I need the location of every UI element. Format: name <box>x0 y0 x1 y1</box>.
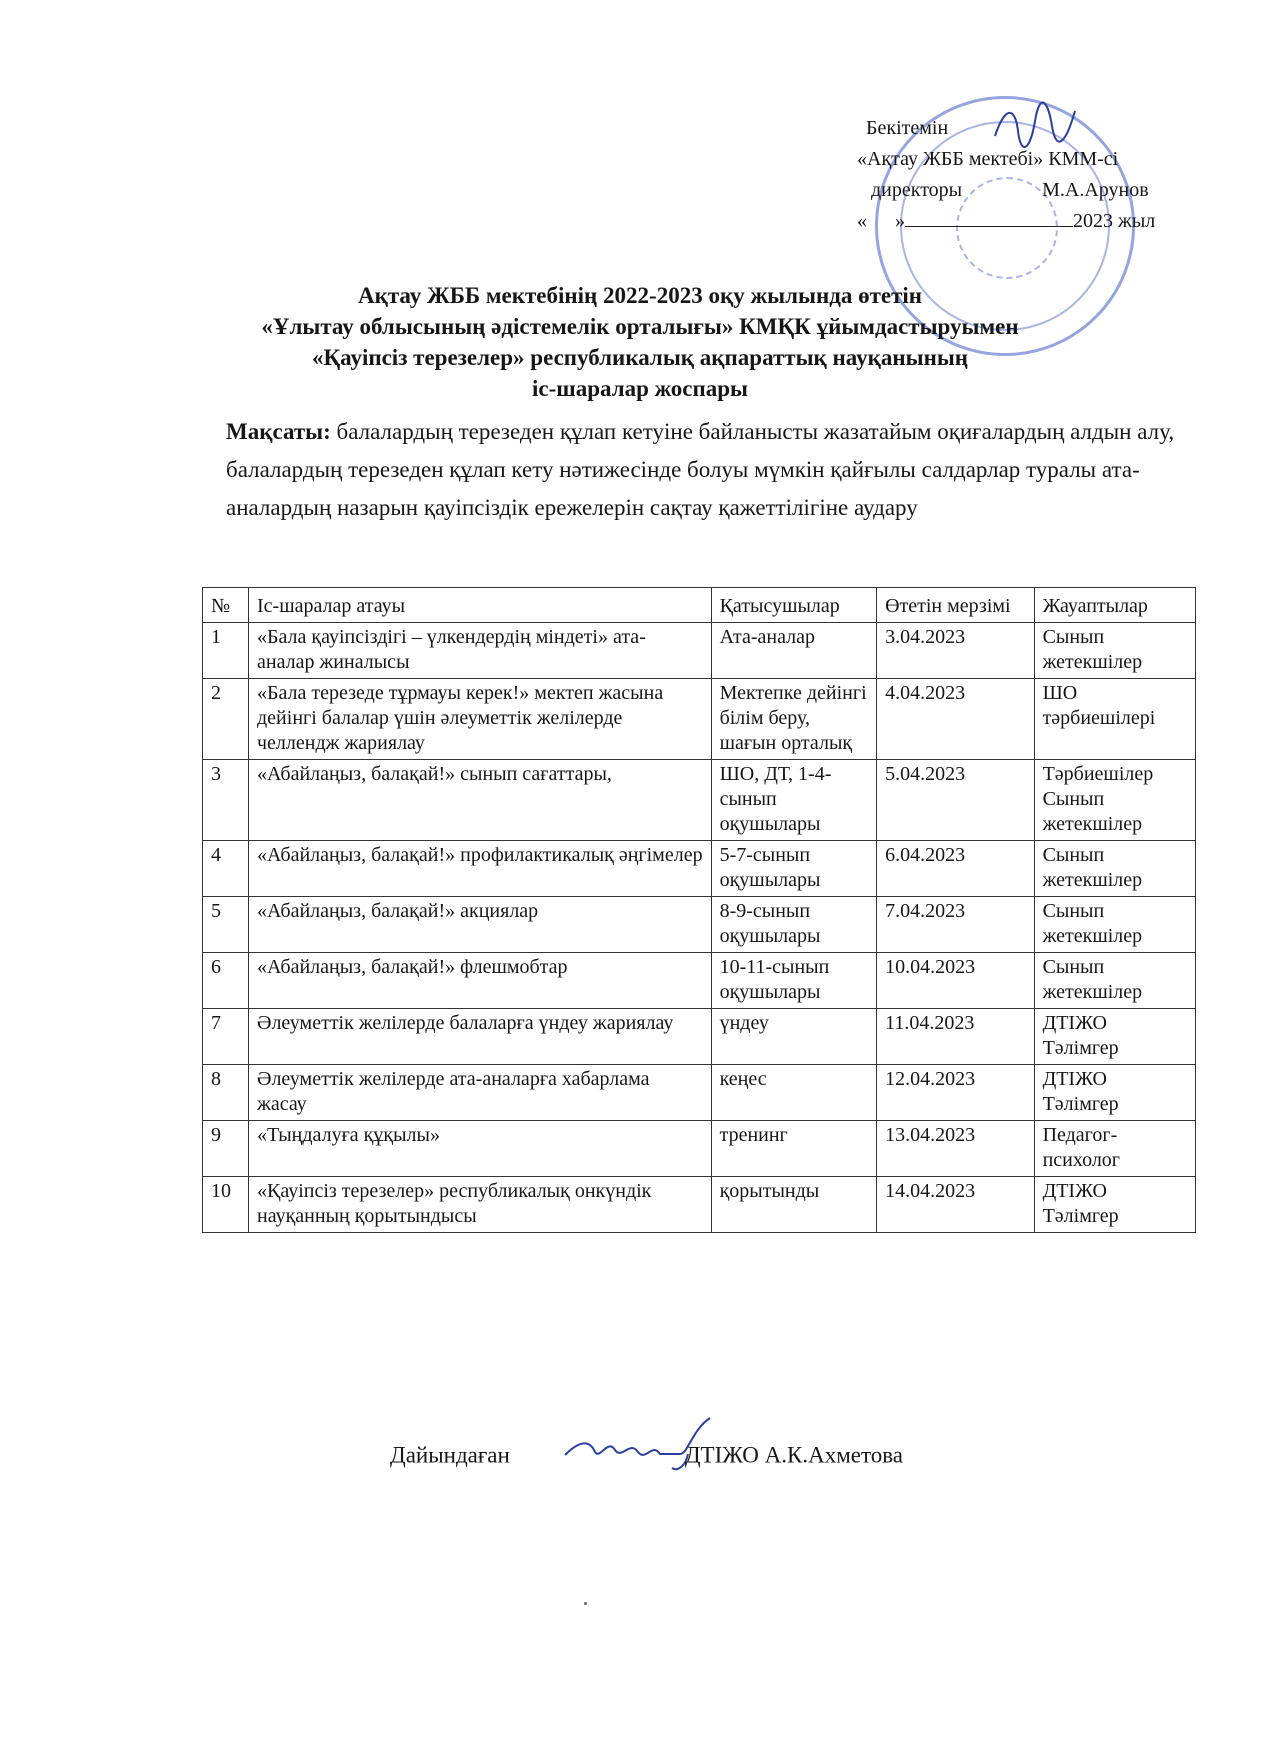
approval-year: 2023 жыл <box>1073 210 1156 232</box>
title-line: «Ұлытау облысының әдістемелік орталығы» КМҚК ұйымдастыруымен <box>261 314 1019 339</box>
cell-responsible: Педагог-психолог <box>1034 1121 1195 1177</box>
header-number: № <box>203 588 249 623</box>
cell-date: 5.04.2023 <box>877 760 1034 841</box>
table-row <box>203 897 1196 953</box>
cell-date: 6.04.2023 <box>877 841 1034 897</box>
cell-event: «Абайлаңыз, балақай!» флешмобтар <box>249 953 712 1009</box>
cell-number: 1 <box>203 623 249 679</box>
cell-event: «Абайлаңыз, балақай!» акциялар <box>249 897 712 953</box>
cell-number: 6 <box>203 953 249 1009</box>
cell-responsible: Сынып жетекшілер <box>1034 623 1195 679</box>
cell-date: 13.04.2023 <box>877 1121 1034 1177</box>
cell-responsible: ДТІЖО Тәлімгер <box>1034 1065 1195 1121</box>
cell-number: 4 <box>203 841 249 897</box>
approval-director-title: директоры <box>871 179 963 201</box>
cell-participants: қорытынды <box>711 1177 877 1233</box>
cell-responsible: Тәрбиешілер Сынып жетекшілер <box>1034 760 1195 841</box>
table-row <box>203 1009 1196 1065</box>
cell-number: 3 <box>203 760 249 841</box>
cell-responsible: Сынып жетекшілер <box>1034 953 1195 1009</box>
approval-director-name: М.А.Арунов <box>1042 179 1149 201</box>
cell-date: 4.04.2023 <box>877 679 1034 760</box>
header-participants: Қатысушылар <box>711 588 877 623</box>
cell-event: «Абайлаңыз, балақай!» профилактикалық әңгімелер <box>249 841 712 897</box>
cell-responsible: Сынып жетекшілер <box>1034 841 1195 897</box>
cell-participants: Ата-аналар <box>711 623 877 679</box>
cell-number: 2 <box>203 679 249 760</box>
cell-number: 9 <box>203 1121 249 1177</box>
cell-participants: 10-11-сынып оқушылары <box>711 953 877 1009</box>
approval-label: Бекітемін <box>866 117 949 139</box>
cell-number: 7 <box>203 1009 249 1065</box>
purpose-text: балалардың терезеден құлап кетуіне байланысты жазатайым оқиғалардың алдын алу, балалардың терезеден құлап кету нәтижесінде болуы мүмкін қайғылы салдарлар туралы ата-аналардың назарын қауіпсіздік ережелерін сақтау қажеттілігіне аудару <box>226 419 1175 520</box>
cell-date: 3.04.2023 <box>877 623 1034 679</box>
prepared-name: ДТІЖО А.К.Ахметова <box>684 1442 903 1468</box>
cell-participants: кеңес <box>711 1065 877 1121</box>
cell-participants: 5-7-сынып оқушылары <box>711 841 877 897</box>
cell-event: «Тыңдалуға құқылы» <box>249 1121 712 1177</box>
cell-participants: ШО, ДТ, 1-4-сынып оқушылары <box>711 760 877 841</box>
cell-participants: үндеу <box>711 1009 877 1065</box>
date-underline <box>905 208 1073 227</box>
prepared-label: Дайындаған <box>390 1442 510 1468</box>
table-row <box>203 679 1196 760</box>
approval-school: «Ақтау ЖББ мектебі» КММ-сі <box>857 148 1119 170</box>
cell-participants: Мектепке дейінгі білім беру, шағын орталық <box>711 679 877 760</box>
table-header-row <box>203 588 1196 623</box>
approval-block <box>857 113 1202 237</box>
header-responsible: Жауаптылар <box>1034 588 1195 623</box>
approval-quote-open: « <box>857 210 867 232</box>
purpose-paragraph <box>226 413 1216 527</box>
cell-number: 10 <box>203 1177 249 1233</box>
document-title <box>180 280 1100 404</box>
cell-date: 12.04.2023 <box>877 1065 1034 1121</box>
approval-director-line <box>857 175 1202 206</box>
purpose-label: Мақсаты: <box>226 419 331 444</box>
table-row <box>203 841 1196 897</box>
table-row <box>203 953 1196 1009</box>
cell-responsible: ДТІЖО Тәлімгер <box>1034 1177 1195 1233</box>
cell-participants: тренинг <box>711 1121 877 1177</box>
table-row <box>203 623 1196 679</box>
cell-number: 8 <box>203 1065 249 1121</box>
cell-date: 7.04.2023 <box>877 897 1034 953</box>
approval-quote-close: » <box>895 210 905 232</box>
cell-event: Әлеуметтік желілерде ата-аналарға хабарлама жасау <box>249 1065 712 1121</box>
cell-event: «Бала терезеде тұрмауы керек!» мектеп жасына дейінгі балалар үшін әлеуметтік желілерде челлендж жариялау <box>249 679 712 760</box>
cell-event: «Бала қауіпсіздігі – үлкендердің міндеті» ата-аналар жиналысы <box>249 623 712 679</box>
cell-date: 11.04.2023 <box>877 1009 1034 1065</box>
cell-participants: 8-9-сынып оқушылары <box>711 897 877 953</box>
cell-event: «Абайлаңыз, балақай!» сынып сағаттары, <box>249 760 712 841</box>
table-row <box>203 1065 1196 1121</box>
cell-number: 5 <box>203 897 249 953</box>
header-event: Іс-шаралар атауы <box>249 588 712 623</box>
title-line: іс-шаралар жоспары <box>532 376 748 401</box>
header-date: Өтетін мерзімі <box>877 588 1034 623</box>
approval-date-line <box>857 206 1202 237</box>
title-line: Ақтау ЖББ мектебінің 2022-2023 оқу жылында өтетін <box>357 283 923 308</box>
cell-date: 14.04.2023 <box>877 1177 1034 1233</box>
table-row <box>203 760 1196 841</box>
cell-date: 10.04.2023 <box>877 953 1034 1009</box>
prepared-by <box>390 1437 1190 1477</box>
cell-event: «Қауіпсіз терезелер» республикалық онкүндік науқанның қорытындысы <box>249 1177 712 1233</box>
cell-responsible: ШО тәрбиешілері <box>1034 679 1195 760</box>
table-row <box>203 1121 1196 1177</box>
cell-event: Әлеуметтік желілерде балаларға үндеу жариялау <box>249 1009 712 1065</box>
cell-responsible: ДТІЖО Тәлімгер <box>1034 1009 1195 1065</box>
title-line: «Қауіпсіз терезелер» республикалық ақпараттық науқанының <box>311 345 969 370</box>
plan-table <box>202 587 1196 1233</box>
cell-responsible: Сынып жетекшілер <box>1034 897 1195 953</box>
scan-mark <box>584 1602 587 1605</box>
table-row <box>203 1177 1196 1233</box>
